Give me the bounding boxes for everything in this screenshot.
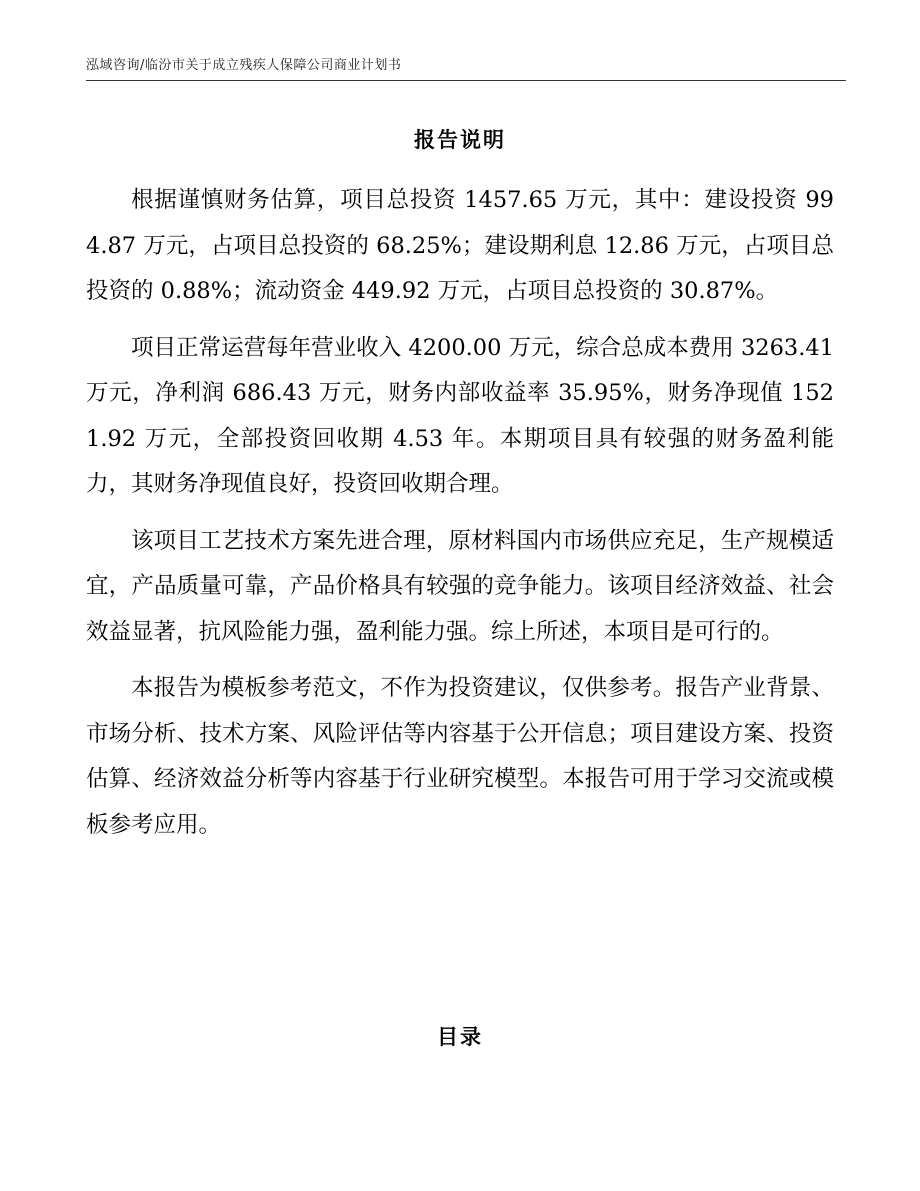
paragraph-revenue: 项目正常运营每年营业收入 4200.00 万元，综合总成本费用 3263.41 万元，净利润 686.43 万元，财务内部收益率 35.95%，财务净现值 1521.92 万元，全部投资回收期 4.53 年。本期项目具有较强的财务盈利能力，其财务净现值良好，投资回收期合理。	[86, 334, 834, 497]
report-title: 报告说明	[414, 128, 506, 152]
paragraph-disclaimer: 本报告为模板参考范文，不作为投资建议，仅供参考。报告产业背景、市场分析、技术方案、风险评估等内容基于公开信息；项目建设方案、投资估算、经济效益分析等内容基于行业研究模型。本报告可用于学习交流或模板参考应用。	[86, 675, 834, 838]
paragraph-feasibility: 该项目工艺技术方案先进合理，原材料国内市场供应充足，生产规模适宜，产品质量可靠，产品价格具有较强的竞争能力。该项目经济效益、社会效益显著，抗风险能力强，盈利能力强。综上所述，本项目是可行的。	[86, 527, 834, 645]
toc-title: 目录	[437, 1025, 483, 1049]
paragraph-investment: 根据谨慎财务估算，项目总投资 1457.65 万元，其中：建设投资 994.87 万元，占项目总投资的 68.25%；建设期利息 12.86 万元，占项目总投资的 0.88%；流动资金 449.92 万元，占项目总投资的 30.87%。	[86, 187, 834, 304]
report-body	[86, 178, 834, 859]
running-header: 泓域咨询/临汾市关于成立残疾人保障公司商业计划书	[86, 54, 846, 81]
